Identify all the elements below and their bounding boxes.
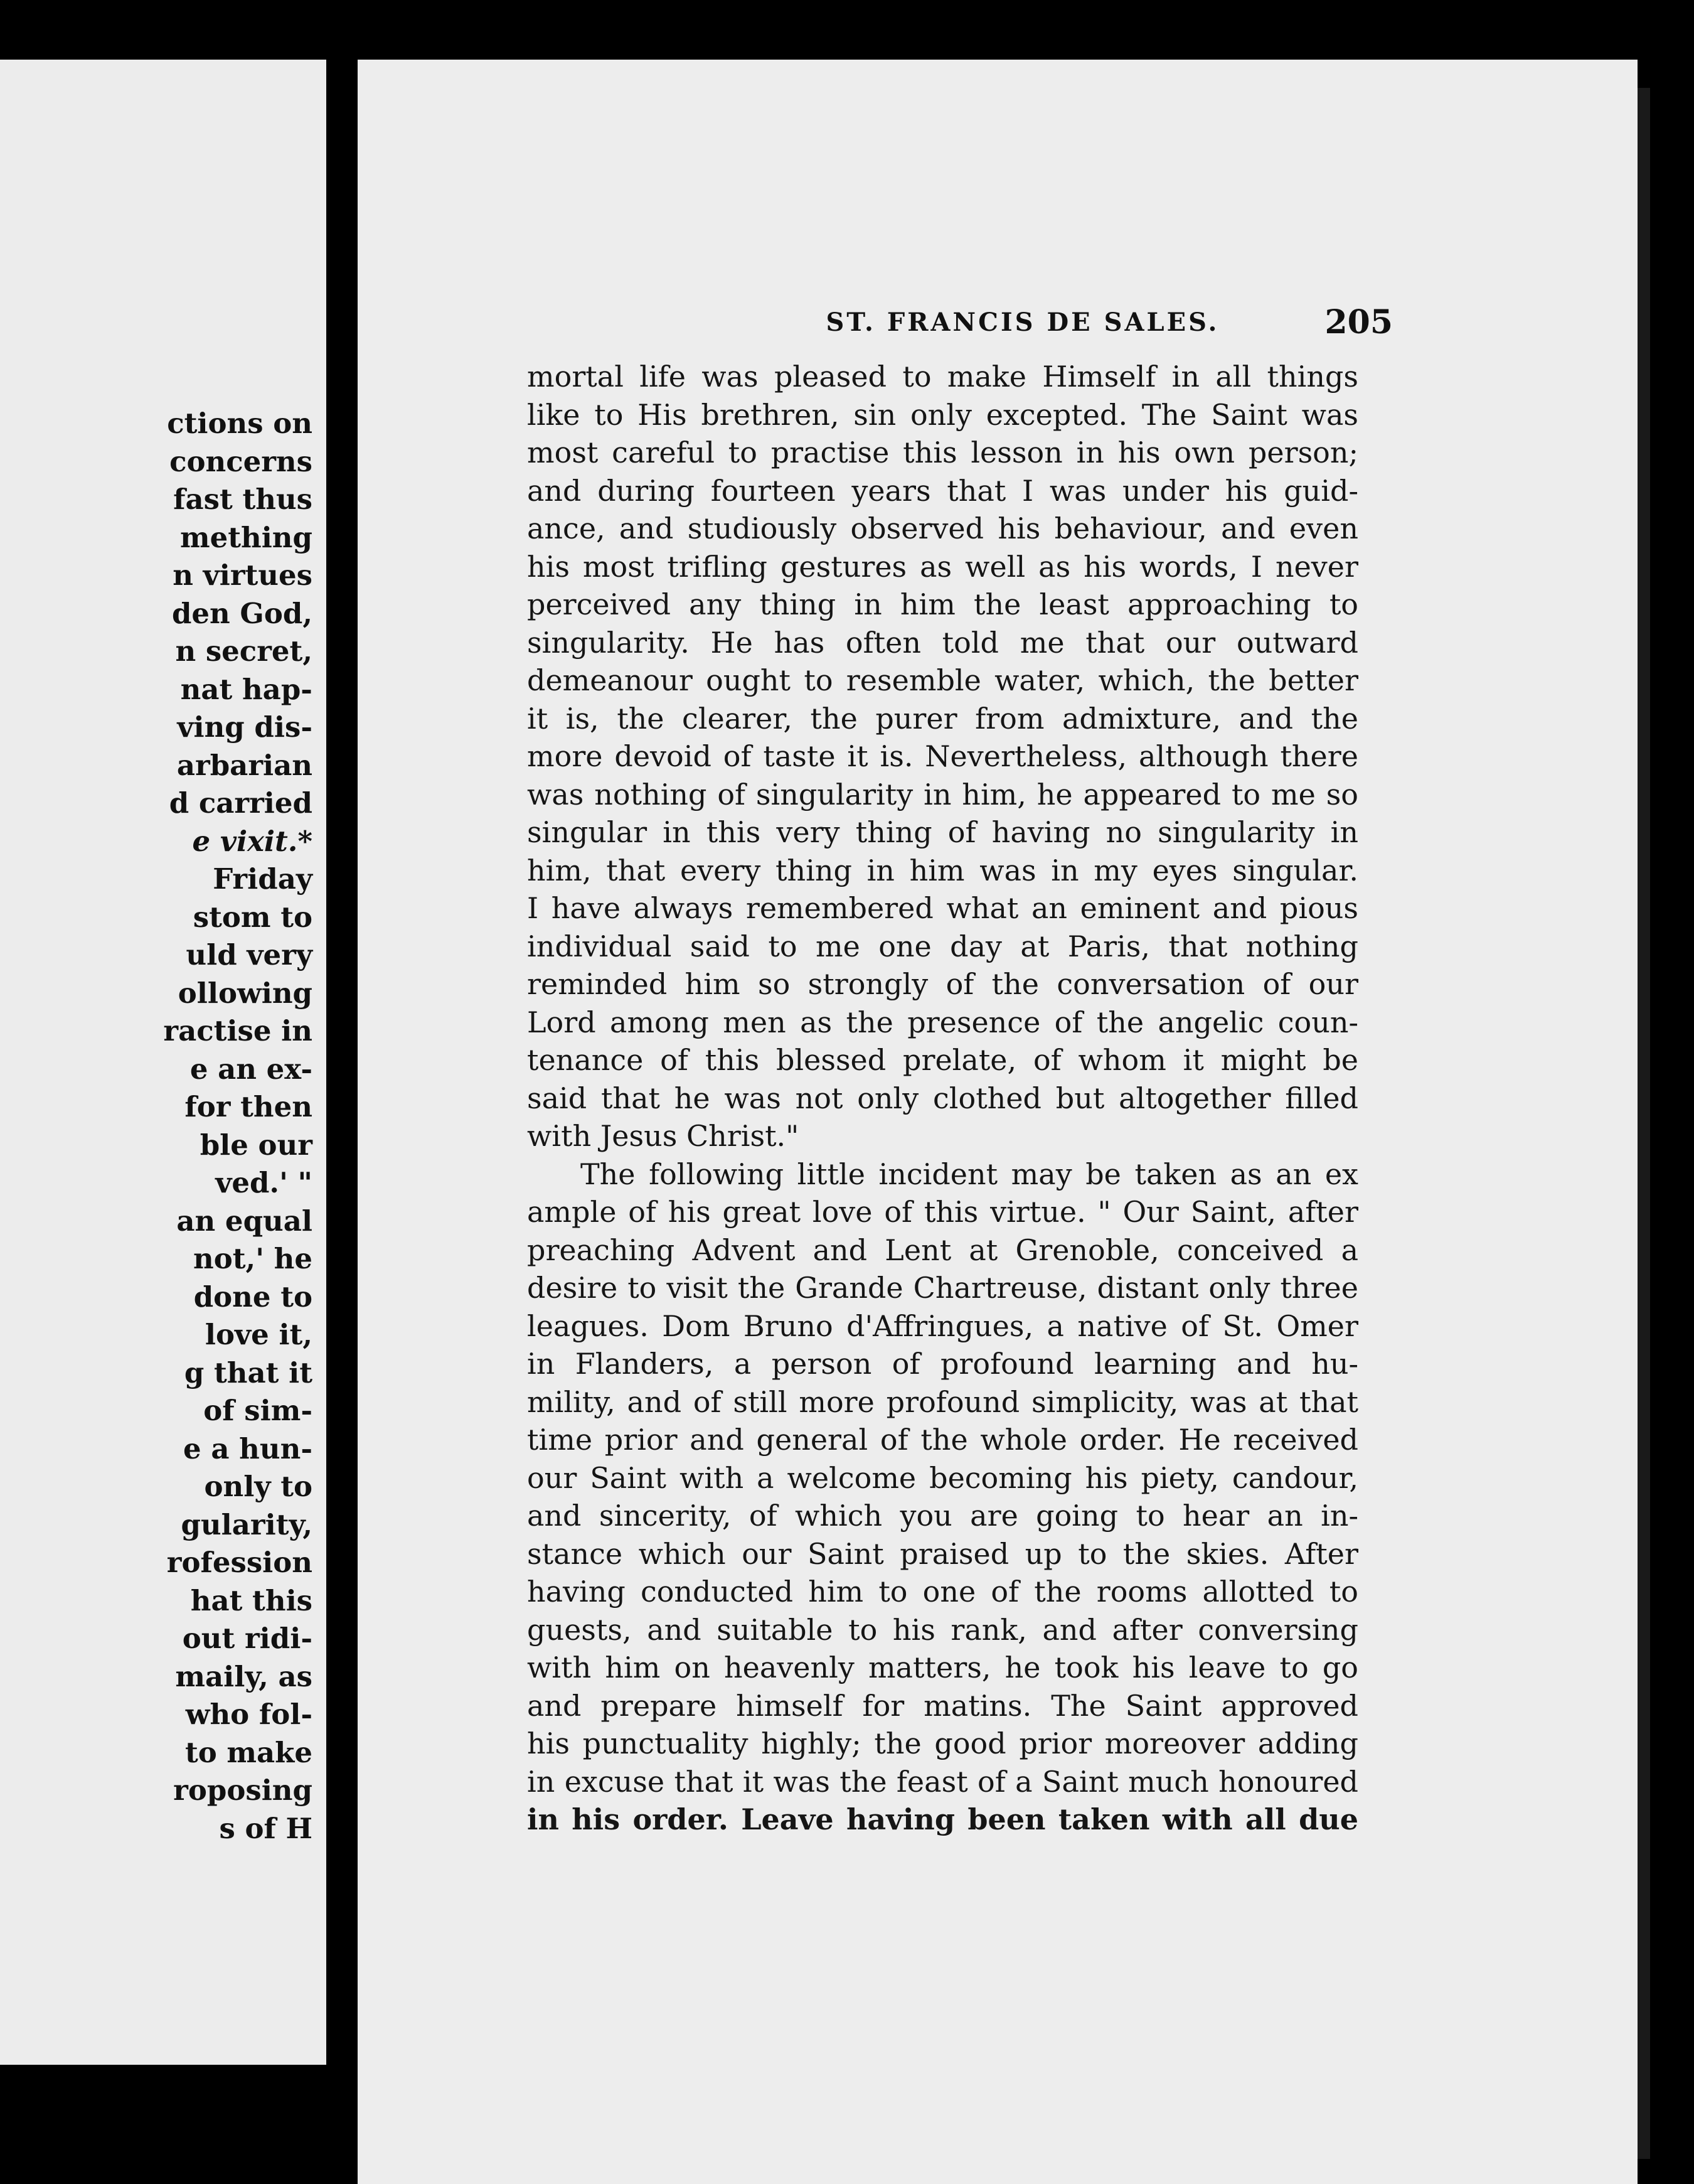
text-line: preaching Advent and Lent at Grenoble, conceived a (527, 1233, 1358, 1267)
left-line: ractise in (163, 1014, 312, 1047)
text-line: time prior and general of the whole order. He received (527, 1423, 1358, 1457)
text-line: tenance of this blessed prelate, of whom it might be (527, 1043, 1358, 1077)
left-line: ollowing (178, 976, 312, 1010)
text-line: in Flanders, a person of profound learning and hu- (527, 1347, 1358, 1381)
left-line: ctions on (167, 407, 312, 440)
left-line: stom to (193, 900, 312, 934)
text-line: ample of his great love of this virtue. " Our Saint, after (527, 1195, 1358, 1229)
left-line: Friday (213, 862, 312, 896)
left-line: d carried (169, 786, 312, 820)
text-line: and during fourteen years that I was under his guid- (527, 473, 1358, 508)
text-line: singularity. He has often told me that our outward (527, 625, 1358, 660)
text-line: like to His brethren, sin only excepted. The Saint was (527, 397, 1358, 432)
left-line: e vixit.* (192, 824, 312, 858)
left-page-text (0, 405, 312, 1848)
body-text (527, 358, 1358, 1839)
left-line: ving dis- (177, 710, 312, 744)
left-line: ved.' " (215, 1166, 312, 1199)
text-line: said that he was not only clothed but altogether filled (527, 1081, 1358, 1115)
left-line: love it, (205, 1318, 312, 1351)
text-line: in excuse that it was the feast of a Saint much honoured (527, 1764, 1358, 1799)
page-edge-shadow (1638, 88, 1650, 2159)
text-line: in his order. Leave having been taken with all due (527, 1802, 1358, 1836)
left-line: e an ex- (189, 1052, 312, 1086)
text-line: Lord among men as the presence of the angelic coun- (527, 1005, 1358, 1039)
left-line: den God, (171, 596, 312, 630)
right-page (358, 60, 1638, 2184)
left-line: done to (193, 1280, 312, 1314)
text-line: and sincerity, of which you are going to hear an in- (527, 1499, 1358, 1533)
text-line: mortal life was pleased to make Himself in all things (527, 360, 1358, 393)
left-line: of sim- (203, 1394, 312, 1427)
page-number: 205 (1324, 303, 1393, 341)
text-line: more devoid of taste it is. Nevertheless, although there (527, 739, 1358, 773)
left-line: n secret, (175, 634, 312, 668)
left-line: s of H (219, 1811, 312, 1845)
text-line: it is, the clearer, the purer from admixture, and the (527, 701, 1358, 736)
text-line: leagues. Dom Bruno d'Affringues, a native of St. Omer (527, 1309, 1358, 1343)
text-line: mility, and of still more profound simplicity, was at that (527, 1384, 1358, 1419)
running-title: ST. FRANCIS DE SALES. (826, 308, 1220, 337)
text-line: his most trifling gestures as well as his words, I never (527, 549, 1358, 584)
text-line: demeanour ought to resemble water, which, the better (527, 663, 1358, 697)
text-line: and prepare himself for matins. The Saint approved (527, 1688, 1358, 1723)
text-line: I have always remembered what an eminent and pious (527, 891, 1358, 925)
left-line: nat hap- (180, 672, 312, 706)
text-line: perceived any thing in him the least approaching to (527, 587, 1358, 621)
left-line: to make (184, 1735, 312, 1769)
text-line: having conducted him to one of the rooms allotted to (527, 1575, 1358, 1609)
book-gutter (326, 60, 358, 2065)
left-line: n virtues (173, 559, 312, 592)
left-line: fast thus (173, 483, 312, 516)
text-line: with him on heavenly matters, he took his leave to go (527, 1651, 1358, 1684)
left-line: ble our (200, 1128, 312, 1162)
text-line: our Saint with a welcome becoming his piety, candour, (527, 1460, 1358, 1495)
left-line: mething (179, 520, 312, 554)
text-line: stance which our Saint praised up to the skies. After (527, 1536, 1358, 1571)
text-line: was nothing of singularity in him, he appeared to me so (527, 777, 1358, 811)
text-line: with Jesus Christ." (527, 1119, 799, 1153)
left-line: an equal (176, 1204, 312, 1238)
text-line: him, that every thing in him was in my eyes singular. (527, 853, 1358, 887)
left-line: e a hun- (183, 1432, 312, 1465)
text-line: his punctuality highly; the good prior moreover adding (527, 1726, 1358, 1760)
text-line: desire to visit the Grande Chartreuse, distant only three (527, 1271, 1358, 1305)
text-line: singular in this very thing of having no singularity in (527, 815, 1358, 849)
left-line: maily, as (175, 1659, 312, 1693)
left-line: roposing (173, 1774, 312, 1807)
left-line: concerns (169, 444, 312, 478)
text-line: reminded him so strongly of the conversation of our (527, 967, 1358, 1001)
left-line: gularity, (181, 1507, 312, 1541)
left-line: arbarian (176, 748, 312, 782)
text-line: individual said to me one day at Paris, that nothing (527, 929, 1358, 963)
text-line: ance, and studiously observed his behaviour, and even (527, 511, 1358, 545)
left-line: out ridi- (182, 1622, 312, 1655)
paragraph-first-line: The following little incident may be taken as an ex (580, 1157, 1358, 1191)
text-line: guests, and suitable to his rank, and after conversing (527, 1612, 1358, 1647)
left-line: uld very (186, 938, 312, 972)
left-line: for then (184, 1090, 312, 1123)
left-line: g that it (184, 1356, 312, 1389)
left-line: who fol- (185, 1698, 312, 1731)
left-line: hat this (190, 1583, 312, 1617)
left-line: not,' he (193, 1242, 312, 1275)
left-page (0, 60, 326, 2065)
left-line: rofession (166, 1546, 312, 1579)
text-line: most careful to practise this lesson in his own person; (527, 436, 1358, 469)
left-line: only to (204, 1470, 312, 1503)
